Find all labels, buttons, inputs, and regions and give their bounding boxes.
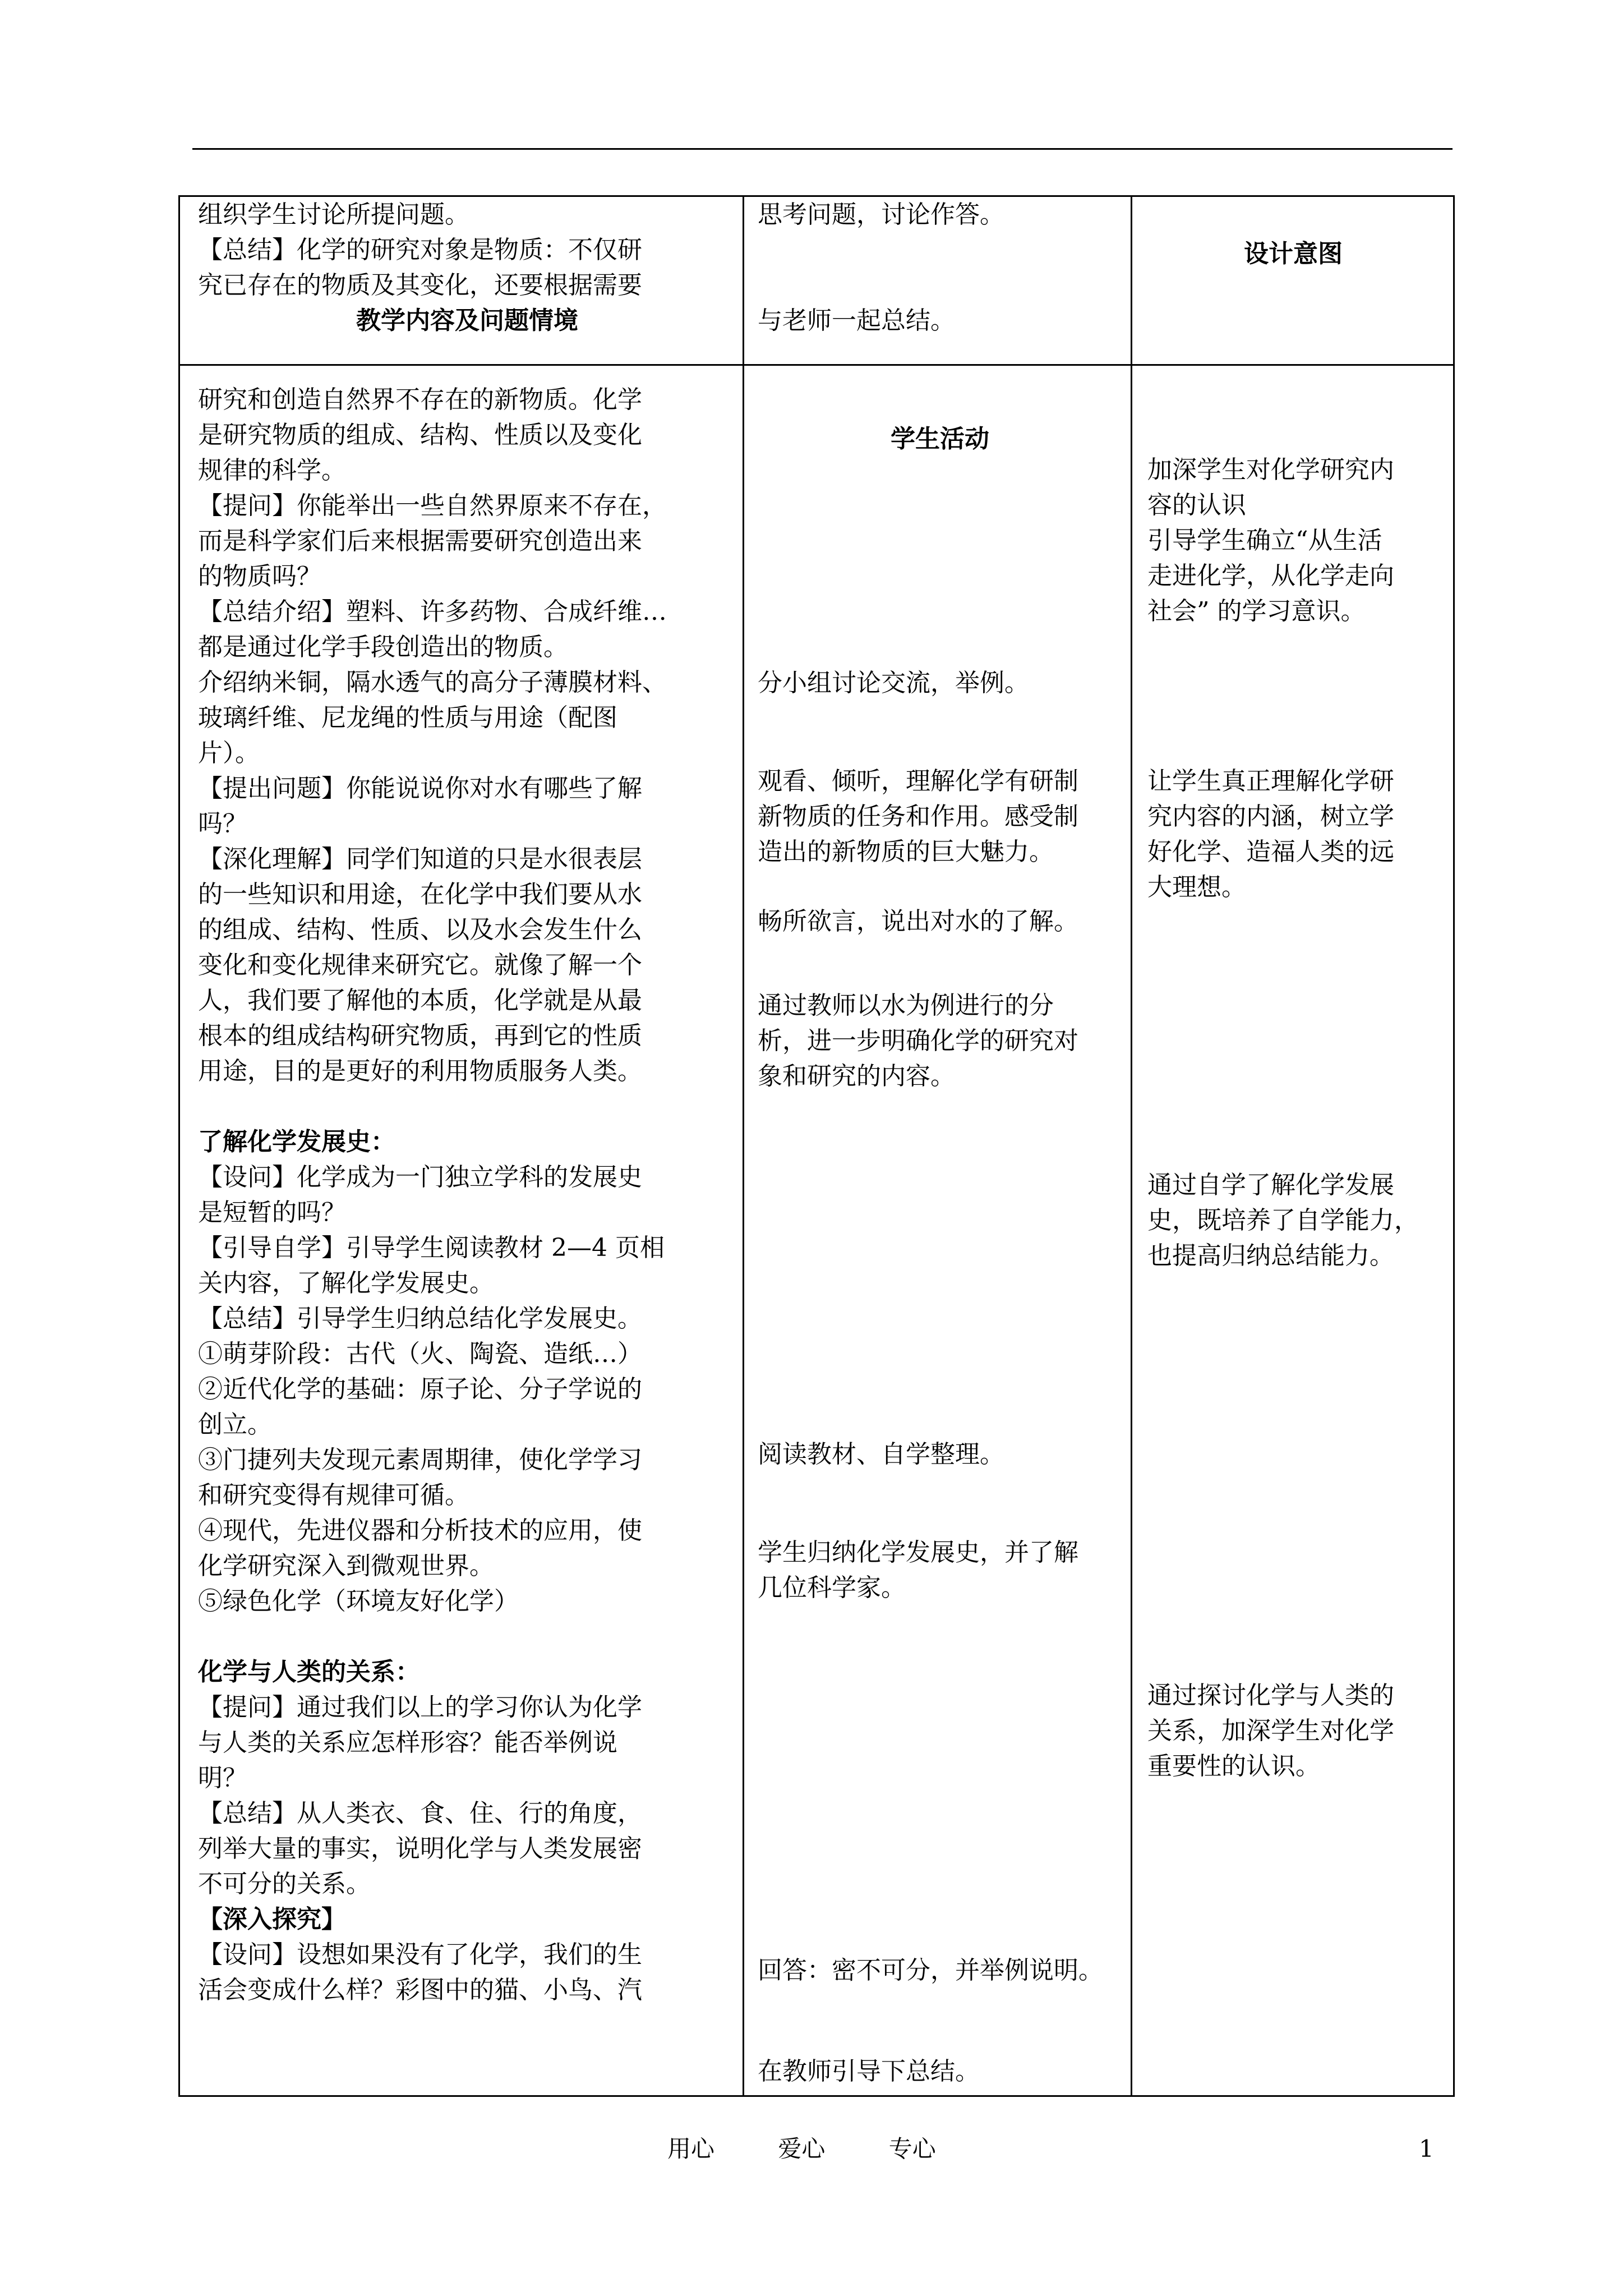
- column-divider: [1131, 197, 1132, 2095]
- text-line: 史，既培养了自学能力，: [1147, 1206, 1419, 1235]
- text-line: 让学生真正理解化学研: [1147, 767, 1394, 795]
- text-line: 是短暂的吗？: [198, 1198, 346, 1227]
- text-line: 析，进一步明确化学的研究对: [758, 1027, 1078, 1055]
- row1-col1: [198, 197, 736, 338]
- text-line: 片）。: [198, 739, 260, 767]
- text-line: 【总结介绍】塑料、许多药物、合成纤维…: [198, 597, 667, 626]
- text-line: 和研究变得有规律可循。: [198, 1481, 469, 1510]
- text-line: 化学研究深入到微观世界。: [198, 1552, 494, 1580]
- column-heading-student-activity: 学生活动: [891, 425, 989, 453]
- text-line: 重要性的认识。: [1147, 1752, 1320, 1780]
- text-line: 【总结】从人类衣、食、住、行的角度，: [198, 1799, 642, 1828]
- text-line: 【提出问题】你能说说你对水有哪些了解: [198, 774, 642, 803]
- text-line: 用途，目的是更好的利用物质服务人类。: [198, 1057, 642, 1085]
- text-line: 思考问题，讨论作答。: [758, 200, 1004, 229]
- text-line: 通过自学了解化学发展: [1147, 1171, 1394, 1199]
- section-heading-chemistry-and-humans: 化学与人类的关系：: [198, 1658, 420, 1686]
- text-line: 引导学生确立“从生活: [1147, 526, 1382, 555]
- text-line: 观看、倾听，理解化学有研制: [758, 767, 1078, 795]
- text-line: ④现代，先进仪器和分析技术的应用，使: [198, 1516, 642, 1545]
- text-line: ②近代化学的基础：原子论、分子学说的: [198, 1375, 642, 1404]
- text-line: 创立。: [198, 1410, 272, 1439]
- row2-col2-block4: [758, 988, 1122, 1094]
- row2-col3-block2: [1147, 763, 1439, 905]
- text-line: 与老师一起总结。: [758, 306, 955, 335]
- text-line: 好化学、造福人类的远: [1147, 838, 1394, 866]
- text-line: 【设问】化学成为一门独立学科的发展史: [198, 1163, 642, 1191]
- text-line: 不可分的关系。: [198, 1870, 371, 1898]
- column-divider: [743, 197, 744, 2095]
- row2-col2-block1: [758, 665, 1122, 701]
- text-line: 通过教师以水为例进行的分: [758, 991, 1054, 1020]
- text-line: 活会变成什么样？彩图中的猫、小鸟、汽: [198, 1976, 642, 2004]
- text-line: 而是科学家们后来根据需要研究创造出来: [198, 527, 642, 555]
- lesson-plan-table: [178, 195, 1455, 2097]
- text-line: 【引导自学】引导学生阅读教材 2—4 页相: [198, 1234, 665, 1262]
- footer-word: 专心: [888, 2135, 936, 2162]
- row1-col2-bottom: [758, 303, 1122, 338]
- text-line: 是研究物质的组成、结构、性质以及变化: [198, 421, 642, 449]
- row2-col3-block4: [1147, 1678, 1439, 1784]
- text-line: 加深学生对化学研究内: [1147, 455, 1394, 484]
- text-line: 的物质吗？: [198, 562, 321, 591]
- page-number: 1: [1419, 2135, 1434, 2162]
- text-line: ③门捷列夫发现元素周期律，使化学学习: [198, 1446, 642, 1474]
- text-line: ⑤绿色化学（环境友好化学）: [198, 1587, 519, 1616]
- text-line: 规律的科学。: [198, 456, 346, 485]
- column-heading-design-intent: 设计意图: [1244, 240, 1343, 268]
- text-line: 【深化理解】同学们知道的只是水很表层: [198, 845, 642, 873]
- text-line: 【提问】通过我们以上的学习你认为化学: [198, 1693, 642, 1722]
- text-line: 关系，加深学生对化学: [1147, 1717, 1394, 1745]
- text-line: 畅所欲言，说出对水的了解。: [758, 907, 1078, 936]
- footer-word: 用心: [667, 2135, 715, 2162]
- text-line: 变化和变化规律来研究它。就像了解一个: [198, 951, 642, 979]
- text-line: 回答：密不可分，并举例说明。: [758, 1956, 1103, 1985]
- row-divider: [180, 364, 1453, 366]
- text-line: 的组成、结构、性质、以及水会发生什么: [198, 915, 642, 944]
- text-line: 在教师引导下总结。: [758, 2057, 980, 2086]
- text-line: 大理想。: [1147, 873, 1246, 901]
- header-rule: [192, 148, 1453, 150]
- text-line: 关内容，了解化学发展史。: [198, 1269, 494, 1297]
- row2-col3-block3: [1147, 1167, 1439, 1273]
- row2-col2-block8: [758, 2054, 1122, 2089]
- text-line: 究已存在的物质及其变化，还要根据需要: [198, 271, 642, 300]
- text-line: 通过探讨化学与人类的: [1147, 1681, 1394, 1710]
- text-line: 几位科学家。: [758, 1573, 906, 1602]
- text-line: 玻璃纤维、尼龙绳的性质与用途（配图: [198, 703, 617, 732]
- text-line: 造出的新物质的巨大魅力。: [758, 838, 1054, 866]
- text-line: 【提问】你能举出一些自然界原来不存在，: [198, 491, 667, 520]
- row2-col2-block3: [758, 904, 1122, 939]
- text-line: 容的认识: [1147, 491, 1246, 519]
- row2-col3-block1: [1147, 452, 1439, 629]
- text-line: 与人类的关系应怎样形容？能否举例说: [198, 1728, 617, 1757]
- text-line: 新物质的任务和作用。感受制: [758, 802, 1078, 831]
- text-line: 人，我们要了解他的本质，化学就是从最: [198, 986, 642, 1015]
- text-line: 【总结】化学的研究对象是物质：不仅研: [198, 236, 642, 264]
- text-line: 象和研究的内容。: [758, 1062, 955, 1091]
- text-line: 走进化学，从化学走向: [1147, 562, 1394, 590]
- text-line: ①萌芽阶段：古代（火、陶瓷、造纸…）: [198, 1340, 642, 1368]
- footer-word: 爱心: [778, 2135, 826, 2162]
- text-line: 都是通过化学手段创造出的物质。: [198, 633, 568, 661]
- text-line: 的一些知识和用途，在化学中我们要从水: [198, 880, 642, 909]
- text-line: 吗？: [198, 809, 247, 838]
- text-line: 介绍纳米铜，隔水透气的高分子薄膜材料、: [198, 668, 667, 697]
- footer-motto: [667, 2135, 992, 2163]
- column-heading-teaching-content: 教学内容及问题情境: [356, 306, 578, 335]
- text-line: 社会” 的学习意识。: [1147, 597, 1366, 625]
- row1-col3: [1147, 236, 1439, 272]
- text-line: 明？: [198, 1764, 247, 1792]
- row1-col2: [758, 197, 1122, 232]
- text-line: 组织学生讨论所提问题。: [198, 200, 469, 229]
- text-line: 学生归纳化学发展史，并了解: [758, 1538, 1078, 1567]
- text-line: 分小组讨论交流，举例。: [758, 669, 1029, 697]
- text-line: 也提高归纳总结能力。: [1147, 1241, 1394, 1270]
- text-line: 研究和创造自然界不存在的新物质。化学: [198, 385, 642, 414]
- row2-col2-heading: [758, 421, 1122, 457]
- row2-col2-block5: [758, 1437, 1122, 1472]
- text-line: 【设问】设想如果没有了化学，我们的生: [198, 1940, 642, 1969]
- section-heading-chemistry-history: 了解化学发展史：: [198, 1128, 395, 1156]
- section-heading-deep-inquiry: 【深入探究】: [198, 1905, 346, 1934]
- row2-col2-block2: [758, 763, 1122, 869]
- text-line: 阅读教材、自学整理。: [758, 1440, 1004, 1469]
- row2-col2-block6: [758, 1535, 1122, 1605]
- text-line: 列举大量的事实，说明化学与人类发展密: [198, 1834, 642, 1863]
- text-line: 【总结】引导学生归纳总结化学发展史。: [198, 1304, 642, 1333]
- row2-col1: [198, 382, 736, 2008]
- text-line: 究内容的内涵，树立学: [1147, 802, 1394, 831]
- text-line: 根本的组成结构研究物质，再到它的性质: [198, 1022, 642, 1050]
- row2-col2-block7: [758, 1953, 1122, 1988]
